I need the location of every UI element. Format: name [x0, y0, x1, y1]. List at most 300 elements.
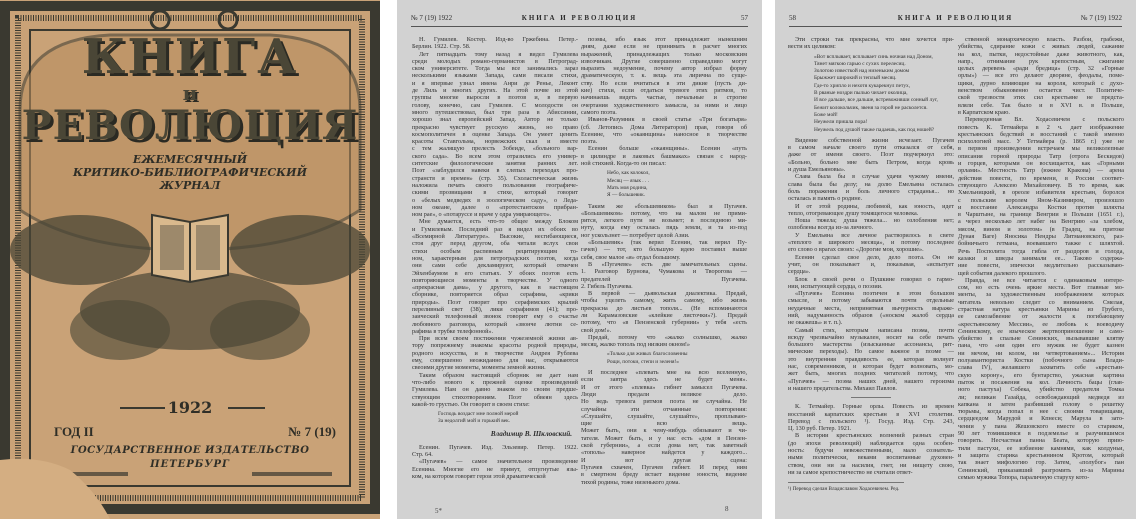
text-line: прекрасно чувствует русскую жизнь, но право	[412, 123, 578, 131]
text-line: сердца».	[788, 268, 811, 276]
text-line: с тем жалящую прелесть Зобеиде, «больного вар-	[412, 145, 578, 153]
text-line: страстная натура крестьянки Марины из Грубего,	[958, 305, 1124, 313]
text-line: Сенинскому, ее языческое жертвоприношение и само-	[958, 327, 1124, 335]
text-line: ситетские филологические занятия ранних лет.	[412, 160, 578, 168]
page-58	[775, 0, 1136, 519]
text-line: Предай, потому что «жалко солнышко, жалко	[588, 333, 747, 341]
text-line: всюду чрезвычайно музыкален, носит на себе печать	[788, 333, 954, 341]
page-number: 57	[741, 14, 748, 22]
text-line: боль поражения и боль личного страданья... но	[788, 187, 954, 195]
text-line: стихи особым распевным рецитирующим то-	[412, 247, 578, 255]
text-line: ской губернии», а если дома нет, так заветный	[581, 442, 747, 450]
text-line: щей события далекого прошлого.	[958, 269, 1046, 277]
text-line: Рощи, потоки, степи и зеленя!»	[607, 358, 679, 365]
text-line: «Больно, больно мне быть Петром, когда кровь	[788, 158, 954, 166]
text-line: стоя друг перед другом, оба читали вслух свои	[412, 240, 578, 248]
text-line: ской трезвости этих сил крестьяне не предста-	[958, 94, 1124, 102]
paragraph	[412, 444, 578, 459]
paragraph	[788, 173, 954, 202]
text-line: семью мужика Топора, параличную старуху кото-	[958, 473, 1090, 481]
text-line: ли Карамазовские «клейкие листочки»?). Предай	[581, 311, 747, 319]
text-line: среди молодых романо-германистов в Петроград-	[412, 57, 578, 65]
text-line: ног ускользнет — потребует целой Азии.	[581, 231, 690, 239]
text-line: они сами себе декламируют, который отмечен	[412, 262, 578, 270]
text-line: Слава была бы в случае удачи чужому имени,	[795, 173, 954, 181]
header-issue: № 7 (19) 1922	[411, 14, 453, 22]
text-line: учит, он показывает и, показывая, «испытует	[788, 260, 954, 268]
paragraph	[581, 369, 747, 486]
paragraph	[788, 276, 954, 291]
text-line: «прекрасная дама», у другого, как в настоящем	[412, 284, 578, 292]
text-line: говорить. Несчастная панна Беата, которую прию-	[958, 437, 1124, 445]
text-line: вести их целиком:	[788, 43, 836, 51]
text-line: рафима в трубке телефонной».	[412, 327, 494, 335]
text-line: Есенин сделал свое дело, дело поэта. Он не	[795, 253, 954, 261]
paragraph	[788, 327, 954, 393]
text-line: и восстание Александра Костки против шляхты	[958, 203, 1124, 211]
text-line: полуавантюриста Костки (побочного сына Влади-	[958, 357, 1124, 365]
text-line: Видение собственной жизни исчезает. Пугачев	[795, 136, 954, 144]
text-line: ными политически, веками воспитанные духовен-	[788, 454, 954, 462]
text-line: себя, свое малое «я» отдал большому.	[581, 253, 681, 261]
text-line: Правда, не все читается с одинаковым интере-	[965, 276, 1124, 284]
text-line: дням, даже если не принимать в расчет многих	[581, 43, 747, 51]
text-line: космополитичен в оценке Запада. Он умеет ценить	[412, 130, 578, 138]
paragraph	[788, 203, 954, 218]
text-line: Эйхенбаумом в его статьях. У обоих поэтов есть	[412, 269, 578, 277]
text-line: не окажешь» и т. п.).	[788, 319, 843, 327]
review-signature: Владимир В. Шкловский.	[490, 429, 572, 438]
paragraph	[788, 432, 954, 476]
text-line: капкана и затем разбивший голову о решетку	[958, 400, 1124, 408]
text-line: В первой — дьявольская диалектика. Предай,	[588, 290, 747, 298]
text-line: «теплого и широкого месяца», и потому последнее	[788, 239, 954, 247]
paragraph	[412, 218, 578, 335]
text-line: Есенин. Пугачев. Изд. Эльзевир. Петер. 1922.	[419, 443, 578, 451]
text-line: пыток и посажения на кол. Личность бацы (глав-	[958, 378, 1124, 386]
cover-publisher: ГОСУДАРСТВЕННОЕ ИЗДАТЕЛЬСТВО	[70, 445, 310, 456]
text-line: Н. Гумилев. Костер. Изд-во Гржебина. Петер.-	[419, 36, 578, 43]
text-line: слава IV), желавшего захватить себе «крестьян-	[958, 364, 1124, 372]
paragraph	[412, 51, 578, 219]
text-line: И все дальше, все дальше, встревоживши сонный луг,	[814, 97, 938, 104]
text-line: Мать моя родина,	[607, 184, 648, 191]
text-line: ее самозабвение от жалости к погибающему	[958, 313, 1124, 321]
text-line: орлы») — все это делают дворяне, феодалы, поме-	[958, 72, 1124, 80]
text-line: странств и времен» (стр. 35). Схоластическая жизнь	[412, 174, 578, 182]
text-line: венством обыкновенно остается чист. Политиче-	[958, 87, 1124, 95]
text-line: (до эпохи революций) наблюдается одна особен-	[788, 439, 954, 447]
page-number: 58	[789, 14, 796, 22]
header-journal-title: КНИГА И РЕВОЛЮЦИЯ	[897, 14, 1014, 22]
text-line: читатель невольно следит со вниманием. Смелая,	[958, 298, 1124, 306]
poem-quote	[581, 351, 747, 366]
text-line: И последнее «плевать мне на всю вселенную,	[588, 369, 747, 377]
text-line: ствующим стихотворениям. Поэт обвеян здесь	[412, 393, 578, 401]
text-line: ном рае», о «потаруссе и враче у одра умирающего».	[412, 211, 552, 219]
text-line: тюрьмы, когда попал в нее с своими товарищами,	[958, 408, 1124, 416]
text-line: и душа Емельяновы».	[788, 166, 846, 174]
text-line: тателя. Может быть, и у нас есть «дом в Пензен-	[581, 434, 747, 442]
text-line: И от этой родины, любимой, как юность, идет	[795, 202, 954, 210]
text-line: сом, но есть очень яркие места. Вот главные мо-	[958, 284, 1124, 292]
text-line: выражений, принадлежащих только московским	[581, 50, 747, 58]
paragraph	[581, 261, 747, 290]
cover-year: 1922	[167, 398, 213, 417]
text-column-left	[412, 36, 578, 480]
text-line: и Гумилевым. Последний раз я видел их обоих во	[412, 225, 578, 233]
text-line: «Только для живых благословенны	[607, 351, 688, 358]
text-line: вляли себе. Так было и в XVI в. в Польше,	[958, 101, 1124, 109]
running-header	[411, 14, 748, 27]
text-line: Боже мой!	[814, 111, 838, 118]
text-line: ли; великан Газайда, освобождающий медведя из	[958, 393, 1124, 401]
text-line: «Слушайте, слушайте, слушайте», проплываю-	[581, 412, 747, 420]
text-line: мясом, вином и золотом» (в Градец, на притоке	[958, 225, 1124, 233]
text-line: 2. Гибель Пугачева.	[581, 282, 633, 290]
text-line: повесть К. Тетмайера в 2 ч. дает изображение	[958, 123, 1124, 131]
text-line: группы многие выросли в поэтов и, в первую	[412, 94, 578, 102]
text-line: ний, надуманность образов («носком жалоб сердца	[788, 311, 954, 319]
text-line: При всем своем постижении чужеземной жизни ав-	[419, 335, 578, 343]
paragraph	[958, 277, 1124, 481]
text-line: Брыжжет широкий и теплый месяц.	[814, 75, 897, 82]
text-line: ни мечом, ни колом, ни четвертованием»... История	[958, 349, 1124, 357]
text-line: 90 лет томившимся в подземелье и разучившимся	[958, 430, 1124, 438]
text-line: В истории крестьянских волнений разных стран	[795, 432, 954, 440]
text-column-right	[958, 36, 1124, 481]
text-line: мические переходы). Но самое важное в поэме —	[788, 348, 954, 356]
text-line: смысле, и потому забываются почти отдельные	[788, 297, 954, 305]
text-line: В рваные ноздри пылью чихает околица,	[814, 90, 908, 97]
text-line: менты, за художественным изображением которых	[958, 291, 1124, 299]
text-line: «Вот всплывает, всплывает синь ночная над Доном,	[814, 53, 933, 60]
sheet-mark: 8	[725, 505, 729, 513]
text-line: с польским королем Яном-Казимиром, произошло	[958, 196, 1124, 204]
text-line: неудачные места, непринятная вычурность выраже-	[788, 304, 954, 312]
paragraph	[581, 36, 747, 116]
text-line: ной стихией. Когда-то он писал:	[581, 160, 666, 168]
text-line: даже от имени своего. Поэт подчеркнул это:	[788, 151, 954, 159]
text-line: несколькими языками Запада, сами писали стихи,	[412, 72, 578, 80]
text-line: в первом произведении встречаем мы великолепные	[958, 145, 1124, 153]
text-line: свой дом!».	[581, 326, 612, 334]
text-line: «Пугачев» — самое значительное произведение	[419, 458, 578, 466]
paragraph	[412, 36, 578, 51]
text-line: И от этого «плевка» гибнет замысел Пугачева.	[581, 383, 747, 391]
text-line: Эти строки так прекрасны, что мне хочется при-	[795, 36, 954, 43]
text-line: осталась и память о родине.	[788, 195, 862, 203]
text-line: скую корону», его бунтарство, ужасная картина	[958, 371, 1124, 379]
paragraph	[581, 239, 747, 261]
text-line: выразить недоумение, почему автор избрал форму	[581, 65, 747, 73]
paragraph	[412, 458, 578, 480]
text-line: чтобы уцелеть самому, жить самому, ибо жизнь	[581, 297, 747, 305]
text-line: описания горной природы Татр (отрога Бескидов)	[958, 152, 1124, 160]
text-line: Мне думается, есть что-то общее между Блоком	[419, 218, 578, 226]
text-line: восстаний карпатских крестьян в XVI столетии.	[788, 410, 954, 418]
paragraph	[581, 145, 747, 167]
text-line: Господь воздаст мне полной мерой	[438, 411, 519, 418]
text-line: повторяющиеся моменты в творчестве. У одного	[412, 276, 578, 284]
paragraph	[788, 290, 954, 326]
text-line: Дуная Ваге) Яносика Нендры Литмановского, раз-	[958, 233, 1124, 241]
text-line: слава была бы делу; на долю Емельяна осталась	[788, 180, 954, 188]
text-line: в Карпатском краю.	[958, 108, 1010, 116]
paragraph	[788, 232, 954, 254]
text-line: сборнике, повторяется образ серафима, «крики	[412, 291, 578, 299]
text-line: поэмы, ибо язык этот принадлежит нынешним	[588, 36, 747, 43]
text-line: «Большевик» (так верил Есенин, так верил Пу-	[588, 239, 747, 247]
cover-city: ПЕТЕРБУРГ	[150, 459, 230, 470]
text-line: самого поэта.	[581, 108, 617, 116]
text-line: Речь Посполита тогда гибла от раздоров и голода,	[958, 247, 1124, 255]
text-line: «Пугачев» Есенина поэтичен в этом большом	[795, 290, 954, 298]
text-line: в Чарштыне, на границе Венгрии и Польши (1651 г.),	[958, 211, 1124, 219]
text-line: переливный свет (38), лики серафимов (41); про-	[412, 305, 578, 313]
text-line: какой-то грустью. Он говорит в своем стихе:	[412, 400, 530, 408]
text-line: ему, совершенно неожиданно для нас, открываются	[412, 357, 578, 365]
poem-quote	[581, 170, 747, 199]
cover-title-conjunction: и	[182, 81, 198, 105]
text-line: наложила печать своего пользования географиче-	[412, 181, 578, 189]
text-line: Ноша тяжела; душа тяжела... но озлобления нет;	[795, 217, 954, 225]
text-line: и я впервые узнал имена Анри де Ренье, Леконт	[412, 79, 578, 87]
text-line: убийства, сдирание кожи с живых людей, сажание	[958, 43, 1124, 51]
paragraph	[581, 334, 747, 349]
text-line: красоты Ставгольма, норвежских скал и вместе	[412, 138, 578, 146]
subtitle-line: ЖУРНАЛ	[159, 179, 221, 192]
section-divider	[851, 397, 891, 398]
text-line: голову, конечно, сам Гумилев. С молодости он	[412, 101, 578, 109]
text-line: рится, легкого пути не возьмет; в последнюю ми-	[581, 217, 747, 225]
text-line: В «Пугачеве» есть две замечательных сцены.	[588, 260, 747, 268]
text-line: ком, на котором говорят герои этой драматической	[412, 472, 546, 480]
text-line: месяц, жалко тополь под низким окном!»	[581, 341, 691, 349]
header-issue: № 7 (19) 1922	[1080, 14, 1122, 22]
text-line: 1. Разговор Бурнова, Чумакова и Творогова —	[581, 268, 747, 276]
text-line: напр., отнимание рук крепостным, сжигание	[958, 57, 1124, 65]
open-book-icon	[152, 215, 228, 282]
text-line: Сенинский, приказавший разгромить из-за Марины	[958, 466, 1124, 474]
text-line: заический телефонный звонок говорит ему о счастье	[412, 313, 578, 321]
text-line: «тополь» наверное найдется у каждого...	[581, 449, 747, 457]
text-line: ном, характерным для петроградских поэтов, когда	[412, 254, 578, 262]
footnote: ¹) Перевод сделан Владиславом Ходасевичем. Ред.	[788, 482, 904, 493]
text-line: ствующего Алексею Михайловичу. В то время, как	[958, 181, 1124, 189]
text-line: орлами». Местность Татр (южнее Кракова) — арена	[958, 167, 1124, 175]
text-column-left	[788, 36, 954, 494]
text-line: много путешествовал, был три раза в Абиссинии,	[412, 108, 578, 116]
text-line: Золотою известкой над низеньким домом	[814, 68, 910, 75]
text-line: Лет пятнадцать тому назад я видел Гумилева	[419, 50, 578, 58]
subtitle-line: КРИТИКО-БИБЛИОГРАФИЧЕСКИЙ	[73, 166, 307, 179]
text-line: Может быть, они к чему-нибудь обязывают и чи-	[581, 427, 747, 435]
text-line: гачев) — тот, кто большую идею поставил выше	[581, 246, 747, 254]
text-line: и горцев, которыми он восхищается, как «Горными	[958, 160, 1124, 168]
cover-title-line2: РЕВОЛЮЦИЯ	[21, 102, 359, 149]
text-line: Берлин. 1922. Стр. 58.	[412, 43, 471, 51]
text-line: тили пастухи, ее избиение камнями, как колдуньи,	[958, 444, 1124, 452]
paragraph	[581, 290, 747, 334]
text-line: За недолгий мой и горький век.	[438, 418, 511, 425]
text-line: тихой родины, тоже низенького дома.	[581, 478, 680, 486]
text-line: психологией масс. У Тетмайера (р. 1865 г.) уже не	[958, 138, 1124, 146]
paragraph	[788, 403, 954, 432]
text-line: бойничьего гетмана, воевавшего также с шляхтой.	[958, 240, 1124, 248]
text-line: предателей Пугачева.	[581, 275, 747, 283]
text-line: «Всемирной Литературе». Высокие, несгибающиеся,	[412, 233, 578, 241]
text-line: ного пастуха) Собека, убийство предателя Томка	[958, 386, 1124, 394]
text-line: Стр. 64.	[412, 451, 433, 459]
cover-volume: ГОД II	[54, 424, 94, 439]
text-line: потому, что «в Пензенской губернии» у тебя «есть	[581, 319, 747, 327]
text-line: тору попрежнему знакомы красоты родной природы,	[412, 342, 578, 350]
text-line: «Большевиком» потому, что на малом не прими-	[581, 209, 747, 217]
text-line: Пугачев схвачен, Пугачев гибнет. И перед ним	[581, 463, 747, 471]
header-journal-title: КНИГА И РЕВОЛЮЦИЯ	[521, 14, 638, 22]
text-line: «крестьянскому Мессии», ее любовь к воеводичу	[958, 320, 1124, 328]
text-line: скими прозвищами в стихе, который говорит	[412, 189, 578, 197]
text-line: ни за самое крепостничество не считали ответ-	[788, 468, 913, 476]
text-line: Блок в своей речи о Пушкине говорил о гармо-	[795, 275, 954, 283]
text-line: ность: будучи невежественными, мало сознатель-	[788, 447, 954, 455]
text-line: Таким же «большевиком» был и Пугачев.	[588, 202, 747, 210]
text-line: ном океане, далее о «протестантском прибран-	[412, 203, 578, 211]
text-line: любовного разговора, который «звонче лютни се-	[412, 320, 578, 328]
text-line: а через несколько лет набег на Венгрию «за хлебом,	[958, 218, 1124, 226]
text-line: случайны эти отчаянные повторения:	[581, 405, 747, 413]
text-line: Перевод с польского ¹). Госуд. Изд. Стр. 243,	[788, 417, 954, 425]
text-line: К. Тетмайер. Горные орлы. Повесть из времен	[795, 403, 954, 411]
text-line: Переведенная Вл. Ходасевичем с польского	[965, 116, 1124, 124]
text-line: о «белых медведях в зоологическом саду», о Леда-	[412, 196, 578, 204]
text-line: Я — большевик.	[607, 192, 646, 199]
text-line: Хмельницкий, в ореоле избавителя крестьян, боролся	[958, 189, 1124, 197]
text-line: кие) стихи, если отдаться тревоге этих ритмов, то	[581, 87, 747, 95]
text-line: поэта.	[581, 138, 598, 146]
text-line: Ц. 130 руб. Петер. 1921.	[788, 425, 852, 433]
text-line: Бежит колокольчик, звеня за горой не расколется.	[814, 104, 928, 111]
text-line: убийство в спальне Сенинских, вызывавшие клятву	[958, 335, 1124, 343]
cover-subtitle	[0, 153, 380, 192]
text-line: Месяц — язык . . .	[607, 177, 650, 184]
text-line: Иванов-Разумник в своей статье «Три богатыря»	[588, 116, 747, 124]
paragraph	[788, 36, 954, 51]
text-line: целых деревень «ради бредица» (стр. 32 «Горные	[958, 65, 1124, 73]
text-line: Поэт «заблудился навеки в слепых переходах про-	[412, 167, 578, 175]
text-line: ственной монархическую власть. Разбои, грабежи,	[965, 36, 1124, 43]
text-line: природы». Поэт говорит про серафимских крылий	[412, 298, 578, 306]
text-line: нуту, когда ему осталась пядь земли, и та из-под	[581, 224, 747, 232]
text-line: ского сада». Во всем этом отразились его универ-	[412, 152, 578, 160]
text-column-right	[581, 36, 747, 486]
text-line: ством, они ни за насилия, гнет, ни нищету свою,	[788, 461, 954, 469]
text-line: (сб. Летопись Дома Литераторов) прав, говоря об	[581, 123, 747, 131]
text-line: Самый стих, которым написана поэма, почти	[795, 326, 954, 334]
text-line: жет быть, многих поздних читателей потому, что	[788, 370, 954, 378]
text-line: и защита старика крестьянином Кротом, который	[958, 451, 1124, 459]
text-line: действия повести, по времени, в России соответ-	[958, 174, 1124, 182]
text-line: если завтра здесь не будет меня».	[581, 376, 747, 384]
paragraph	[412, 372, 578, 408]
text-line: ству. Но если вчитаться в эти дикие (пусть ди-	[581, 79, 747, 87]
text-line: его слово о врагах своих: «Дорогие мои, хорошие».	[788, 246, 924, 254]
text-line: крестьянских бедствий и восстаний с такой именно	[958, 130, 1124, 138]
text-line: извозчикам. Другие совершенно справедливо могут	[581, 57, 747, 65]
text-line: большого мастерства (изысканные ассонансы, рит-	[788, 341, 954, 349]
text-line: на кол, пытки, недостойные даже животного, как,	[958, 50, 1124, 58]
text-line: казаки и шведы занимали ее... Таково содержа-	[958, 254, 1124, 262]
text-line: Люди предали великое дело.	[581, 390, 747, 398]
text-line: прекрасна до листьев тополя... (Не вспоминаются	[581, 304, 747, 312]
text-line: Тянет мягкою гарью с сухих перелесиц.	[814, 60, 906, 67]
text-line: это внутренняя правдивость ее, которая волнует	[788, 355, 954, 363]
signature-mark: 5*	[435, 507, 442, 515]
text-line: свеоими другие моменты, моменты земной жизни.	[412, 364, 546, 372]
text-line: хорошо знал европейский Запад. Автор не только	[412, 116, 578, 124]
text-line: Есенин больше «окаянщины». Есенин «путь	[588, 145, 747, 153]
paragraph	[581, 116, 747, 145]
text-line: начинаешь видеть частые, печальные и строгие	[581, 94, 747, 102]
text-line: нии, испытующей сердца, о поэзии.	[788, 282, 883, 290]
text-line: чении у пана Жешовского вместе со стариком,	[958, 422, 1124, 430]
text-line: ском университете. Тогда мы все занимались зараз	[412, 65, 578, 73]
paragraph	[958, 36, 1124, 116]
paragraph	[412, 335, 578, 371]
text-line: в смертном бреду встает видение юности, видение	[581, 471, 747, 479]
text-line: Где-то хрипло и нехотя кукарекнул петух,	[814, 82, 911, 89]
paragraph	[788, 217, 954, 232]
text-line: пана, что «ни один его мужик не будет казнен	[958, 342, 1124, 350]
subtitle-line: ЕЖЕМЕСЯЧНЫЙ	[132, 153, 248, 166]
text-line: Гумилева. Нам он давно знаком по своим предше-	[412, 386, 578, 394]
text-line: очертания художественного замысла, за ними и лицо	[581, 101, 747, 109]
text-line: Таким образом настоящий сборник не дает нам	[419, 371, 578, 379]
text-line: Неужели пришла пора!	[814, 119, 868, 126]
text-line: ние повести, эпически медлительно рассказываю-	[958, 262, 1124, 270]
text-line: так знает мифологию гор. Затем, «полубог» пан	[958, 459, 1124, 467]
cover-title-line1: КНИГА	[81, 29, 299, 85]
text-line: нас, современников, и которая будет волновать, мо-	[788, 363, 954, 371]
paragraph	[788, 137, 954, 173]
paragraph	[958, 116, 1124, 277]
text-line: Есенина. Многие его не примут, отпугнутые язы-	[412, 465, 578, 473]
text-line: Небо, как колокол,	[607, 170, 650, 177]
text-line: родного искусства, и в творчестве Андрея Рублева	[412, 349, 578, 357]
magazine-cover	[0, 0, 380, 519]
text-line: У Емельяна все личное растворилось в свете	[795, 231, 954, 239]
text-line: озлоблены всегда из-за личного.	[788, 224, 874, 232]
text-line: драматическую, т. к. вещь эта лирична по суще-	[581, 72, 747, 80]
poem-quote	[788, 54, 954, 134]
text-line: «Пугачев» — поэма наших дней, нашего героизма	[788, 377, 954, 385]
text-line: сердцеедом Марудой и Кпнеси; Марула в зато-	[958, 415, 1124, 423]
text-line: Есенине, что «окаянщина» наносное в творчестве	[581, 130, 747, 138]
text-line: тепло, отогревающее душу томящегося человека.	[788, 209, 919, 217]
text-line: в самом начале своего пути отказался от себя,	[788, 144, 954, 152]
text-line: что-либо нового к прежней оценке произведений	[412, 378, 578, 386]
paragraph	[581, 203, 747, 239]
page-57	[397, 0, 762, 519]
text-line: Но ведь тревога ритмов поэта не случайна. Не	[581, 398, 747, 406]
paragraph	[788, 254, 954, 276]
text-line: и нашего предательства. Михаил Павлов.	[788, 384, 897, 392]
text-line: Неужель под душой также падаешь, как под ношей?	[814, 126, 935, 133]
text-line: щие всю вещь.	[581, 420, 747, 428]
text-line: И вот другая сцена:	[581, 456, 747, 464]
poem-quote	[412, 411, 578, 426]
